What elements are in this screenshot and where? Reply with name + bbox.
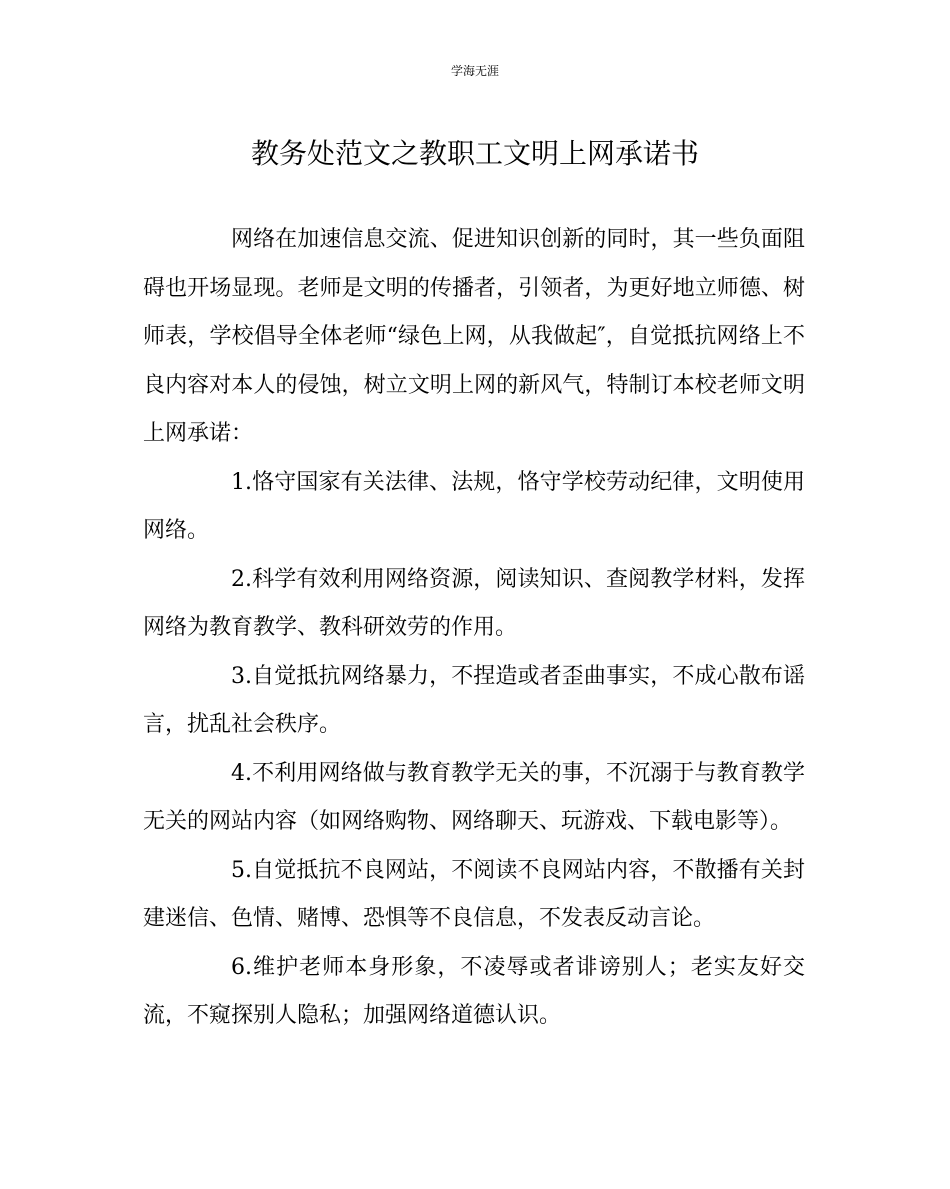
document-body <box>143 216 805 1041</box>
commitment-item: 3.自觉抵抗网络暴力，不捏造或者歪曲事实，不成心散布谣言，扰乱社会秩序。 <box>143 663 805 737</box>
commitment-item: 5.自觉抵抗不良网站，不阅读不良网站内容，不散播有关封建迷信、色情、赌博、恐惧等不良信息，不发表反动言论。 <box>143 857 805 931</box>
page-header: 学海无涯 <box>450 64 499 78</box>
commitment-item: 2.科学有效利用网络资源，阅读知识、查阅教学材料，发挥网络为教育教学、教科研效劳的作用。 <box>143 566 805 640</box>
document-title: 教务处范文之教职工文明上网承诺书 <box>250 137 699 170</box>
intro-paragraph: 网络在加速信息交流、促进知识创新的同时，其一些负面阻碍也开场显现。老师是文明的传播者，引领者，为更好地立师德、树师表，学校倡导全体老师“绿色上网，从我做起″，自觉抵抗网络上不良内容对本人的侵蚀，树立文明上网的新风气，特制订本校老师文明上网承诺： <box>143 227 805 446</box>
commitment-item: 6.维护老师本身形象，不凌辱或者诽谤别人；老实友好交流，不窥探别人隐私；加强网络道德认识。 <box>143 954 805 1028</box>
commitment-item: 1.恪守国家有关法律、法规，恪守学校劳动纪律，文明使用网络。 <box>143 469 805 543</box>
commitment-item: 4.不利用网络做与教育教学无关的事，不沉溺于与教育教学无关的网站内容（如网络购物、网络聊天、玩游戏、下载电影等）。 <box>143 760 805 834</box>
